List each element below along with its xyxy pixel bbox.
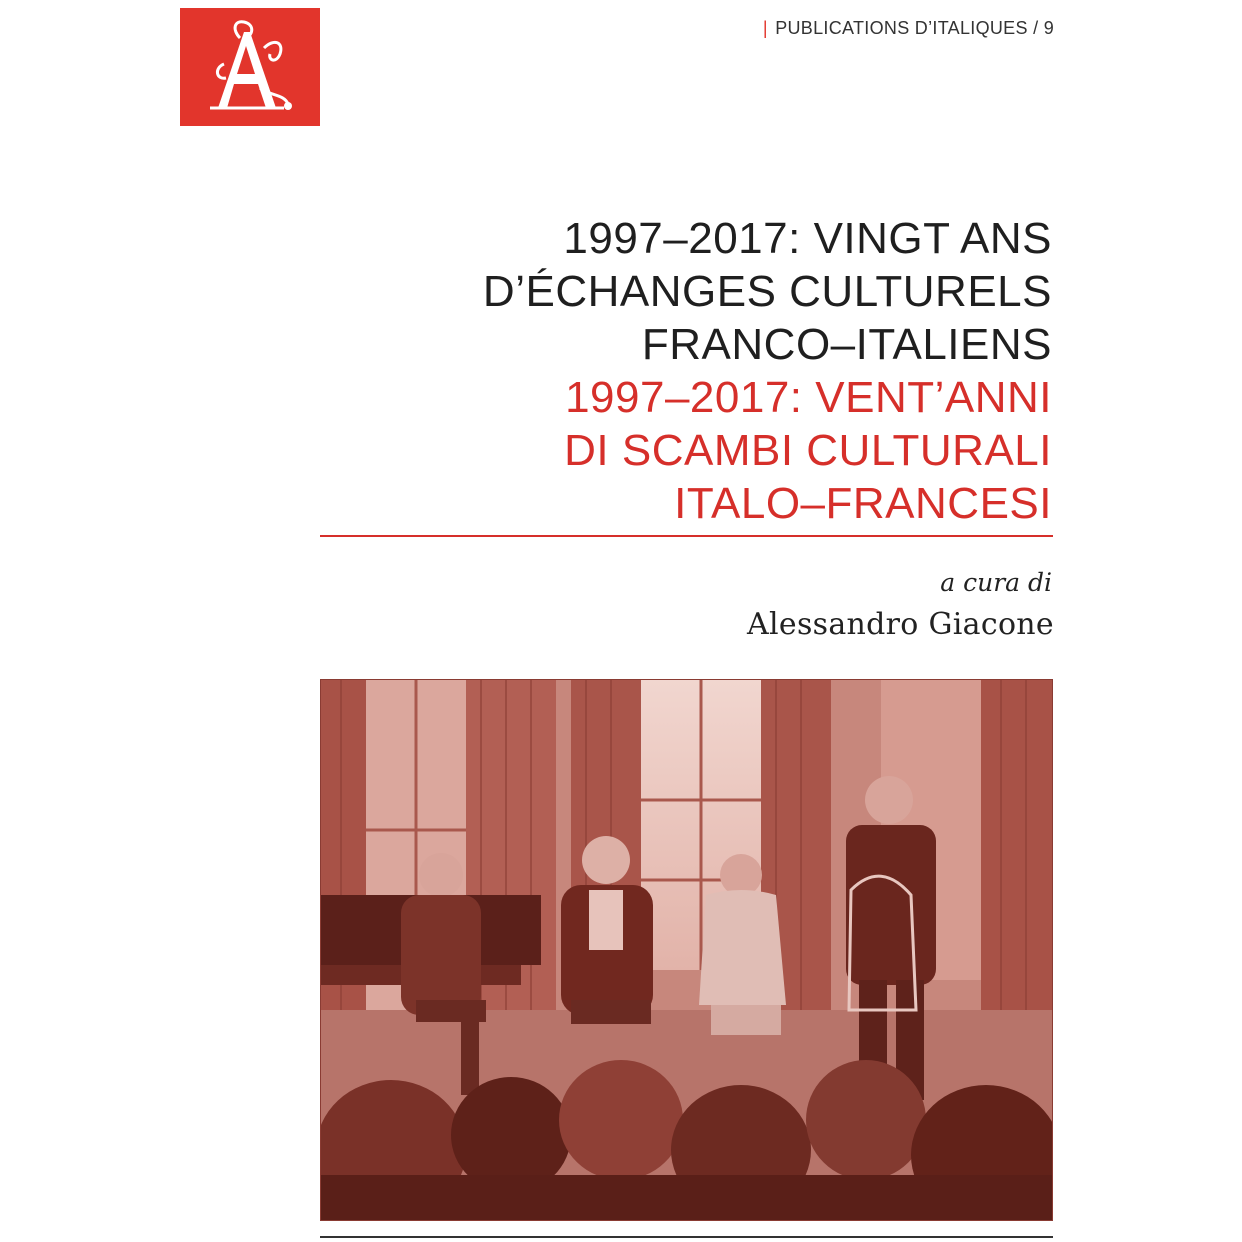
title-french: [332, 212, 1052, 371]
cover-photo-illustration: [321, 680, 1053, 1221]
title-french-line: 1997–2017: VINGT ANS: [563, 214, 1052, 263]
title-italian: [332, 371, 1052, 530]
series-label: [763, 18, 1054, 39]
cover-photo: [320, 679, 1053, 1221]
title-italian-line: 1997–2017: VENT’ANNI: [565, 373, 1052, 422]
title-italian-line: ITALO–FRANCESI: [674, 479, 1052, 528]
book-title: [332, 212, 1052, 530]
bottom-rule: [320, 1236, 1053, 1238]
publisher-logo: [180, 8, 320, 126]
series-text: PUBLICATIONS D’ITALIQUES / 9: [775, 18, 1054, 38]
editor-label: a cura di: [940, 568, 1052, 597]
title-french-line: FRANCO–ITALIENS: [641, 320, 1052, 369]
title-french-line: D’ÉCHANGES CULTURELS: [482, 267, 1052, 316]
publisher-logo-mark: [180, 8, 320, 126]
series-marker: |: [762, 18, 768, 38]
title-divider: [320, 535, 1053, 537]
editor-name: Alessandro Giacone: [747, 607, 1054, 642]
title-italian-line: DI SCAMBI CULTURALI: [564, 426, 1052, 475]
